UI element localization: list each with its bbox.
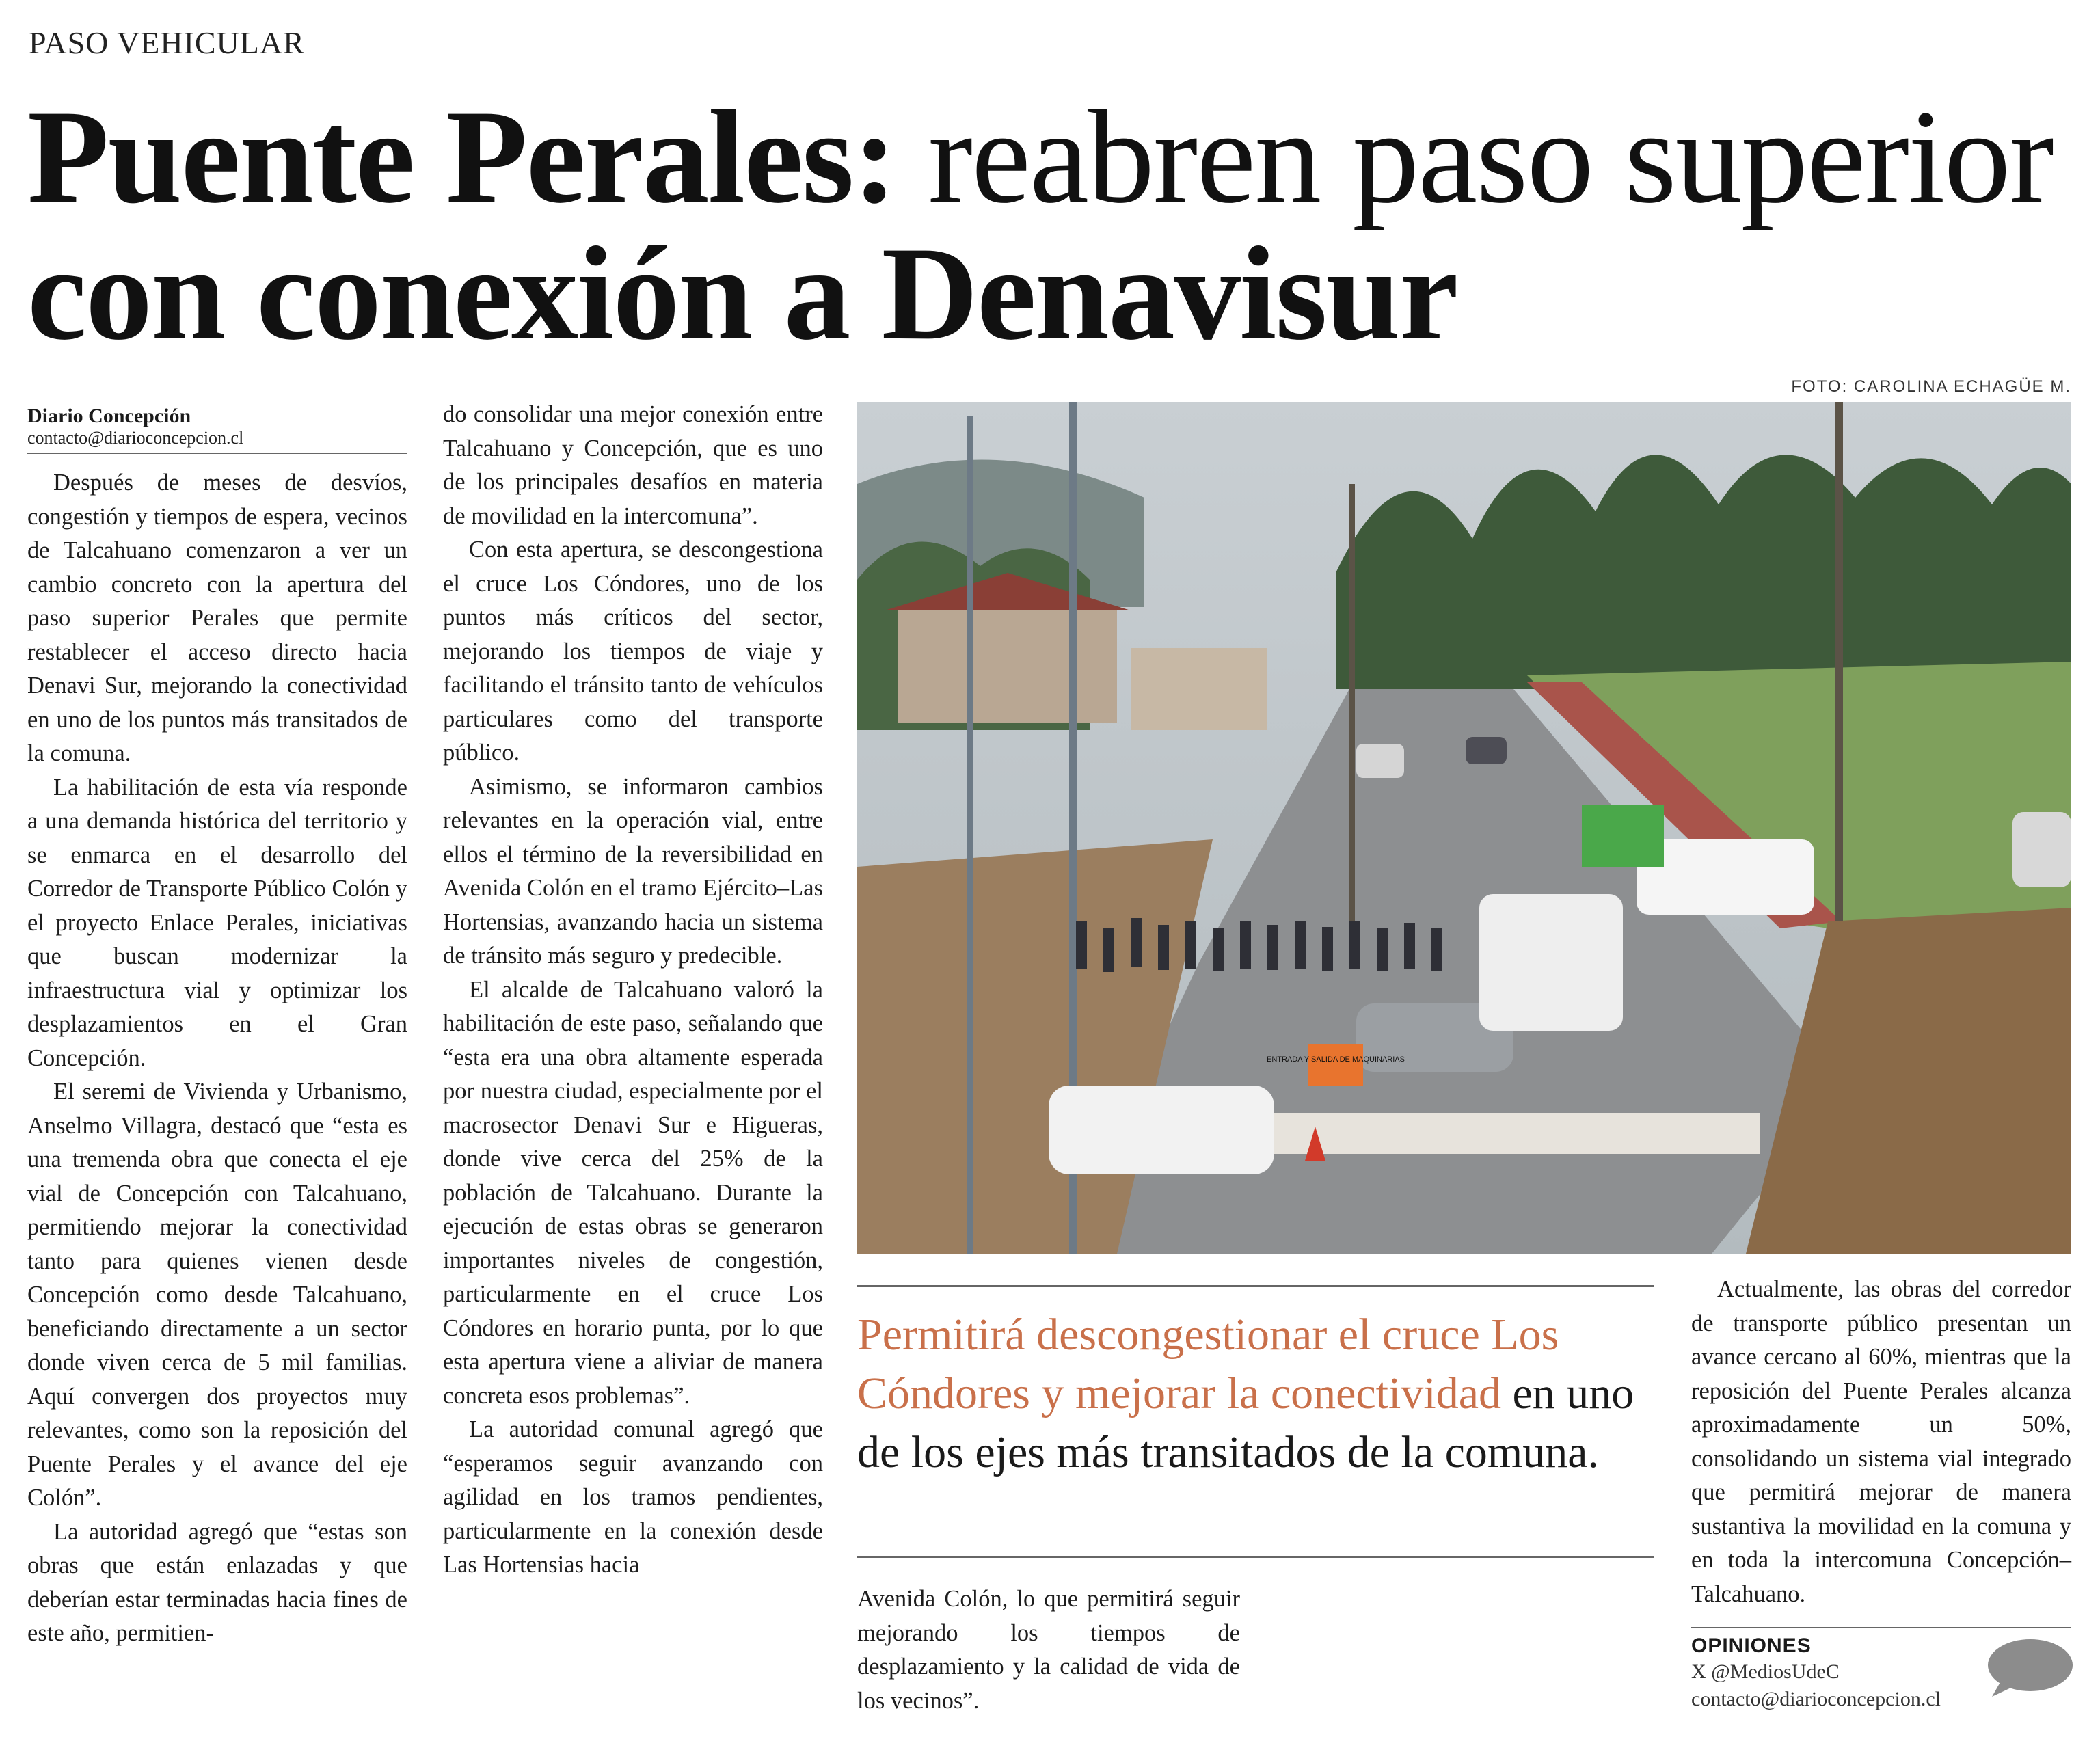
paragraph: El seremi de Vivienda y Urbanismo, Anselmo Villagra, destacó que “esta es una tremenda obra que conecta el eje vial de Concepción con Talcahuano, permitiendo mejorar la conectividad tanto para quienes vienen desde Concepción como desde Talcahuano, beneficiando directamente a un sector donde viven cerca de 5 mil familias. Aquí convergen dos proyectos muy relevantes, como son la reposición del Puente Perales y el avance del eje Colón”.: [27, 1079, 407, 1511]
byline-rule: [27, 453, 407, 454]
article-column-2: [443, 398, 823, 1582]
article-column-1: [27, 466, 407, 1651]
headline-line-1: [27, 83, 2078, 231]
byline: [27, 405, 407, 454]
paragraph: La autoridad agregó que “estas son obras que están enlazadas y que deberían estar terminadas hacia fines de este año, permitien-: [27, 1518, 407, 1646]
pull-quote: [857, 1306, 1654, 1482]
paragraph: Actualmente, las obras del corredor de transporte público presentan un avance cercano al 60%, mientras que la reposición del Puente Perales alcanza aproximadamente un 50%, consolidando un sistema vial integrado que permitirá mejorar de manera sustantiva la movilidad en la comuna y en toda la intercomuna Concepción–Talcahuano.: [1691, 1276, 2071, 1607]
headline-bold: Puente Perales:: [27, 83, 896, 231]
paragraph: La autoridad comunal agregó que “esperamos seguir avanzando con agilidad en los tramos pendientes, particularmente en la conexión desde Las Hortensias hacia: [443, 1416, 823, 1578]
paragraph: El alcalde de Talcahuano valoró la habilitación de este paso, señalando que “esta era una obra altamente esperada por nuestra ciudad, especialmente por el macrosector Denavi Sur e Higueras, donde vive cerca del 25% de la población de Talcahuano. Durante la ejecución de estas obras se generaron importantes niveles de congestión, particularmente en el cruce Los Cóndores en horario punta, por lo que esta apertura viene a aliviar de manera concreta esos problemas”.: [443, 976, 823, 1409]
photo-credit: FOTO: CAROLINA ECHAGÜE M.: [1791, 377, 2071, 396]
byline-email: contacto@diarioconcepcion.cl: [27, 428, 244, 448]
speech-bubble-icon: [1982, 1638, 2073, 1699]
pull-quote-rest: en uno de los ejes más transitados de la comuna.: [857, 1369, 1634, 1477]
photo-sign-text: ENTRADA Y SALIDA DE MAQUINARIAS: [1267, 1055, 1405, 1064]
opinions-rule: [1691, 1627, 2071, 1628]
article-column-3: [857, 1582, 1240, 1718]
paragraph: Después de meses de desvíos, congestión y tiempos de espera, vecinos de Talcahuano comenzaron a ver un cambio concreto con la apertura del paso superior Perales que permite restablecer el acceso directo hacia Denavi Sur, mejorando la conectividad en uno de los puntos más transitados de la comuna.: [27, 470, 407, 766]
article-column-4: [1691, 1273, 2071, 1611]
pullquote-rule-top: [857, 1285, 1654, 1287]
paragraph: Avenida Colón, lo que permitirá seguir mejorando los tiempos de desplazamiento y la calidad de vida de los vecinos”.: [857, 1586, 1240, 1714]
paragraph: Asimismo, se informaron cambios relevantes en la operación vial, entre ellos el término de la reversibilidad en Avenida Colón en el tramo Ejército–Las Hortensias, avanzando hacia un sistema de tránsito más seguro y predecible.: [443, 773, 823, 969]
street-scene-illustration: [857, 402, 2071, 1254]
article-photo: [857, 402, 2071, 1254]
pull-quote-highlight: Permitirá descongestionar el cruce Los Cóndores y mejorar la conectividad: [857, 1310, 1559, 1418]
paragraph: La habilitación de esta vía responde a una demanda histórica del territorio y se enmarca en el desarrollo del Corredor de Transporte Público Colón y el proyecto Enlace Perales, iniciativas que buscan modernizar la infraestructura vial y optimizar los desplazamientos en el Gran Concepción.: [27, 774, 407, 1071]
pullquote-rule-bottom: [857, 1556, 1654, 1558]
opinions-email[interactable]: contacto@diarioconcepcion.cl: [1691, 1688, 1941, 1710]
headline-light: reabren paso superior: [928, 83, 2053, 231]
byline-name: Diario Concepción: [27, 405, 191, 427]
paragraph: do consolidar una mejor conexión entre Talcahuano y Concepción, que es uno de los principales desafíos en materia de movilidad en la intercomuna”.: [443, 401, 823, 529]
opinions-title: OPINIONES: [1691, 1634, 1812, 1657]
paragraph: Con esta apertura, se descongestiona el cruce Los Cóndores, uno de los puntos más críticos del sector, mejorando los tiempos de viaje y facilitando el tránsito tanto de vehículos particulares como del transporte público.: [443, 537, 823, 766]
section-kicker: PASO VEHICULAR: [29, 25, 305, 60]
headline: [27, 83, 2078, 368]
headline-line-2: con conexión a Denavisur: [27, 219, 1457, 368]
opinions-social[interactable]: X @MediosUdeC: [1691, 1660, 1840, 1683]
